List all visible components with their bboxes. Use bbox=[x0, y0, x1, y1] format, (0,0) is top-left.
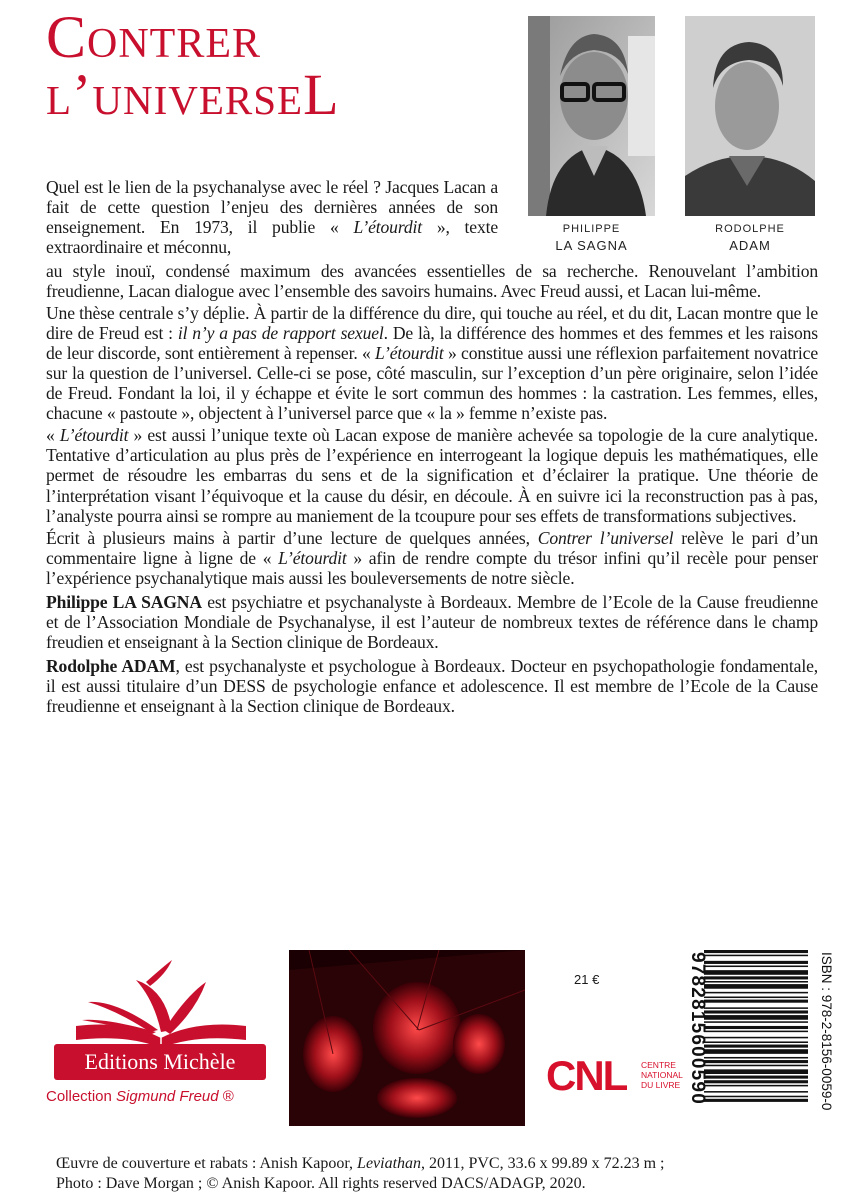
barcode-bar bbox=[704, 976, 808, 979]
barcode-bar bbox=[704, 1000, 808, 1003]
barcode-bar bbox=[704, 1099, 808, 1102]
barcode-bar bbox=[704, 1076, 808, 1079]
author-caption-2 bbox=[685, 222, 815, 254]
credits-line-1: Œuvre de couverture et rabats : Anish Kapoor, Leviathan, 2011, PVC, 33.6 x 99.89 x 72.23 m ; bbox=[56, 1155, 665, 1172]
barcode-bar bbox=[704, 981, 808, 983]
barcode-bar bbox=[704, 970, 808, 975]
barcode-bar bbox=[704, 1096, 808, 1098]
barcode-bar bbox=[704, 966, 808, 968]
barcode-bar bbox=[704, 984, 808, 989]
barcode-bar bbox=[704, 992, 808, 994]
cover-credits bbox=[56, 1154, 816, 1193]
credits-line-2: Photo : Dave Morgan ; © Anish Kapoor. All rights reserved DACS/ADAGP, 2020. bbox=[56, 1174, 586, 1192]
barcode-bar bbox=[704, 955, 808, 957]
barcode-bar bbox=[704, 1091, 808, 1093]
author-last-name: LA SAGNA bbox=[555, 237, 628, 253]
cnl-label: CENTRE NATIONAL DU LIVRE bbox=[641, 1060, 683, 1090]
barcode-bar bbox=[704, 1010, 808, 1013]
barcode-bar bbox=[704, 1065, 808, 1067]
paragraph-2: Une thèse centrale s’y déplie. À partir de la différence du dire, qui touche au réel, et du dit, Lacan montre que le dire de Freud est : il n’y a pas de rapport sexuel. De là, la différence des hommes et des femmes et les raisons de leur discorde, sont entièrement à repenser. « L’étourdit » constitue aussi une réflexion parfaitement novatrice sur la question de l’universel. Celle-ci se pose, côté masculin, sur l’exception d’un père originaire, selon l’idée de Freud. Fondant la loi, il y échappe et évite le sort commun des hommes : la castration. Les femmes, elles, chacune « pastoute », objectent à l’universel parce que « la » femme n’existe pas. bbox=[46, 303, 818, 424]
barcode-bar bbox=[704, 950, 808, 953]
author-first-name: PHILIPPE bbox=[562, 223, 621, 235]
paragraph-1: au style inouï, condensé maximum des avancées essentielles de sa recherche. Renouvelant l’ambition freudienne, Lacan dialogue avec l’ensemble des savoirs humains. Avec Freud aussi, et Lacan lui-même. bbox=[46, 261, 818, 302]
intro-paragraph: Quel est le lien de la psychanalyse avec le réel ? Jacques Lacan a fait de cette question l’enjeu des dernières années de son enseignement. En 1973, il publie « L’étourdit », texte extraordinaire et méconnu, bbox=[46, 177, 498, 258]
title-line-2: l’universeL bbox=[46, 61, 340, 127]
barcode-bar bbox=[704, 1021, 808, 1023]
barcode-bar bbox=[704, 1069, 808, 1074]
paragraph-4: Écrit à plusieurs mains à partir d’une lecture de quelques années, Contrer l’universel relève le pari d’un commentaire ligne à ligne de « L’étourdit » afin de rendre compte du trésor infini qu’il recèle pour penser l’expérience psychanalytique mais aussi les bouleversements de notre siècle. bbox=[46, 527, 819, 588]
barcode-bar bbox=[704, 997, 808, 999]
barcode-bar bbox=[704, 1041, 808, 1043]
author-bio-2: Rodolphe ADAM, est psychanalyste et psychologue à Bordeaux. Docteur en psychopathologie fondamentale, il est aussi titulaire d’un DESS de psychologie enfance et adolescence. Il est membre de l’Ecole de la Cause freudienne et enseignant à la Section clinique de Bordeaux. bbox=[46, 655, 818, 716]
publisher-name: Editions Michèle bbox=[54, 1044, 266, 1080]
barcode-bar bbox=[704, 1007, 808, 1009]
barcode-bar bbox=[704, 1049, 808, 1054]
title-line-1: Contrer bbox=[46, 4, 262, 70]
barcode-bar bbox=[704, 1037, 808, 1039]
cover-artwork bbox=[289, 950, 525, 1126]
author-photo-philippe-la-sagna bbox=[528, 16, 655, 216]
publisher-logo bbox=[46, 960, 276, 1110]
price: 21 € bbox=[574, 972, 600, 987]
barcode-bar bbox=[704, 1031, 808, 1033]
cnl-logo bbox=[546, 1052, 683, 1099]
barcode-bar bbox=[704, 1060, 808, 1063]
paragraph-3: « L’étourdit » est aussi l’unique texte où Lacan expose de manière achevée sa topologie de la cure analytique. Tentative d’articulation au plus près de l’expérience en interrogeant la logique depuis les mathématiques, elle permet de résoudre les embarras du sens et de la signification et d’éclairer la pratique. Une théorie de l’interprétation visant l’équivoque et la cause du désir, en découle. À en suivre ici la reconstruction pas à pas, l’analyste pourra ainsi se rompre au maniement de la tcoupure pour ses effets de transformations subjectives. bbox=[46, 425, 818, 526]
barcode-bar bbox=[704, 1045, 808, 1048]
collection-name: Collection Sigmund Freud ® bbox=[46, 1088, 234, 1105]
barcode-bar bbox=[704, 1015, 808, 1020]
barcode-bars bbox=[704, 950, 808, 1102]
barcode-bar bbox=[704, 1085, 808, 1087]
author-caption-1 bbox=[528, 222, 655, 254]
author-first-name: RODOLPHE bbox=[715, 223, 785, 235]
author-last-name: ADAM bbox=[729, 237, 771, 253]
book-quill-icon bbox=[46, 960, 276, 1050]
barcode-bar bbox=[704, 1026, 808, 1029]
back-cover-text bbox=[46, 261, 818, 718]
barcode-bar bbox=[704, 1080, 808, 1083]
book-title bbox=[46, 4, 340, 127]
isbn-barcode bbox=[676, 948, 834, 1138]
cnl-mark: CNL bbox=[546, 1052, 627, 1099]
isbn-label: ISBN : 978-2-8156-0059-0 bbox=[819, 952, 834, 1111]
author-photo-rodolphe-adam bbox=[685, 16, 815, 216]
barcode-digits: 9782815600590 bbox=[687, 952, 708, 1105]
barcode-bar bbox=[704, 961, 808, 964]
barcode-bar bbox=[704, 1057, 808, 1059]
author-bio-1: Philippe LA SAGNA est psychiatre et psychanalyste à Bordeaux. Membre de l’Ecole de la Cause freudienne et de l’Association Mondiale de Psychanalyse, il est l’auteur de nombreux textes de référence dans le champ freudien et enseignant à la Section clinique de Bordeaux. bbox=[46, 591, 818, 652]
